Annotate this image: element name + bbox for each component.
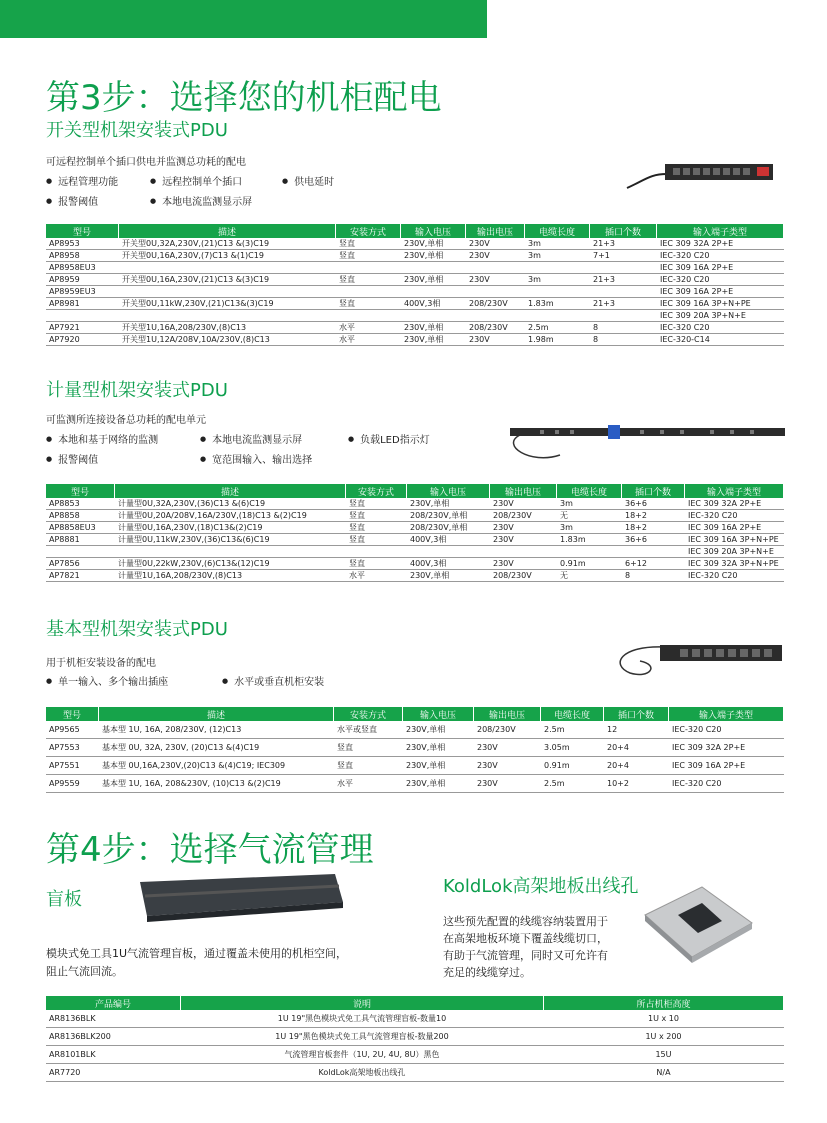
table-cell: IEC 309 32A 3P+N+PE: [685, 558, 784, 570]
table-cell: AP8959: [46, 274, 119, 286]
table-cell: AR7720: [46, 1064, 181, 1082]
table-cell: 无: [557, 570, 622, 582]
bullet: ● 远程管理功能: [46, 173, 118, 188]
table-cell: 208/230V: [474, 721, 541, 739]
bullet: ● 供电延时: [282, 173, 334, 188]
table-cell: 230V: [474, 775, 541, 793]
blank-panel-title: 盲板: [46, 889, 82, 910]
table-cell: 3.05m: [541, 739, 604, 757]
table-cell: IEC-320 C20: [685, 570, 784, 582]
table-cell: 8: [622, 570, 685, 582]
table-cell: 230V,单相: [401, 322, 466, 334]
table-cell: 开关型0U,11kW,230V,(21)C13&(3)C19: [119, 298, 336, 310]
table-cell: AP8959EU3: [46, 286, 119, 298]
table-cell: 水平: [334, 775, 403, 793]
col-header: 插口个数: [604, 707, 669, 721]
switched-pdu-image: [625, 160, 775, 190]
bullet: ● 单一输入、多个输出插座: [46, 673, 168, 688]
table-cell: 气流管理盲板套件（1U, 2U, 4U, 8U）黑色: [181, 1046, 544, 1064]
col-header: 输出电压: [466, 224, 525, 238]
table-row: [46, 522, 784, 534]
table-row: [46, 238, 784, 250]
table-cell: 208/230V: [466, 298, 525, 310]
table-cell: 竖直: [334, 739, 403, 757]
table-cell: 230V: [466, 334, 525, 346]
table-cell: AP8858EU3: [46, 522, 115, 534]
table-row: [46, 498, 784, 510]
table-cell: AP7920: [46, 334, 119, 346]
table-cell: AP8953: [46, 238, 119, 250]
table-cell: AP7821: [46, 570, 115, 582]
metered-pdu-title: 计量型机架安装式PDU: [46, 380, 228, 401]
koldlok-desc-line: 在高架地板环境下覆盖线缆切口，: [443, 932, 608, 945]
table-cell: 230V,单相: [403, 775, 474, 793]
table-cell: 2.5m: [525, 322, 590, 334]
table-row: [46, 534, 784, 546]
table-cell: IEC 309 32A 2P+E: [685, 498, 784, 510]
table-cell: 开关型1U,12A/208V,10A/230V,(8)C13: [119, 334, 336, 346]
table-cell: 竖直: [336, 238, 401, 250]
table-cell: 水平: [336, 322, 401, 334]
table-cell: 6+12: [622, 558, 685, 570]
table-cell: 400V,3相: [407, 534, 490, 546]
table-cell: 8: [590, 322, 657, 334]
col-header: 输出电压: [474, 707, 541, 721]
bullet: ● 负载LED指示灯: [348, 431, 430, 446]
bullet: ● 报警阈值: [46, 451, 98, 466]
table-cell: 230V,单相: [407, 498, 490, 510]
table-cell: AP8958EU3: [46, 262, 119, 274]
col-header: 电缆长度: [525, 224, 590, 238]
table-cell: [119, 262, 336, 274]
table-row: [46, 775, 784, 793]
table-row: [46, 1028, 784, 1046]
col-header: 插口个数: [590, 224, 657, 238]
col-header: 输出电压: [490, 484, 557, 498]
table-row: [46, 739, 784, 757]
table-row: [46, 510, 784, 522]
table-cell: AP7551: [46, 757, 99, 775]
koldlok-title: KoldLok高架地板出线孔: [443, 876, 639, 897]
col-header: 输入电压: [403, 707, 474, 721]
bullet: ● 本地和基于网络的监测: [46, 431, 158, 446]
table-cell: 208/230V,单相: [407, 522, 490, 534]
table-cell: 开关型0U,16A,230V,(7)C13 &(1)C19: [119, 250, 336, 262]
table-cell: IEC-320 C20: [669, 721, 784, 739]
table-cell: [46, 546, 115, 558]
table-cell: 21+3: [590, 238, 657, 250]
table-cell: 230V,单相: [401, 334, 466, 346]
table-cell: [115, 546, 346, 558]
table-cell: IEC-320 C20: [685, 510, 784, 522]
table-cell: 230V,单相: [401, 274, 466, 286]
blank-panel-desc-line2: 阻止气流回流。: [46, 965, 123, 978]
table-cell: 3m: [525, 238, 590, 250]
col-header: 说明: [181, 996, 544, 1010]
table-cell: 230V: [474, 739, 541, 757]
table-cell: 18+2: [622, 522, 685, 534]
col-header: 输入端子类型: [685, 484, 784, 498]
table-cell: [336, 310, 401, 322]
table-row: [46, 721, 784, 739]
table-row: [46, 274, 784, 286]
table-cell: IEC 309 16A 3P+N+PE: [685, 534, 784, 546]
basic-pdu-image: [610, 635, 785, 680]
table-cell: 竖直: [336, 274, 401, 286]
table-cell: 208/230V: [490, 510, 557, 522]
table-cell: [590, 286, 657, 298]
table-cell: IEC 309 16A 2P+E: [657, 286, 784, 298]
koldlok-desc-line: 充足的线缆穿过。: [443, 966, 531, 979]
table-cell: 开关型1U,16A,208/230V,(8)C13: [119, 322, 336, 334]
table-cell: 20+4: [604, 739, 669, 757]
table-cell: IEC 309 16A 2P+E: [657, 262, 784, 274]
table-cell: 230V: [490, 498, 557, 510]
col-header: 插口个数: [622, 484, 685, 498]
table-cell: [466, 262, 525, 274]
col-header: 输入端子类型: [669, 707, 784, 721]
table-cell: 计量型1U,16A,208/230V,(8)C13: [115, 570, 346, 582]
bullet: ● 宽范围输入、输出选择: [200, 451, 312, 466]
table-row: [46, 1046, 784, 1064]
table-cell: 8: [590, 334, 657, 346]
table-cell: 18+2: [622, 510, 685, 522]
table-cell: [346, 546, 407, 558]
switched-pdu-table: [46, 224, 784, 346]
table-cell: 36+6: [622, 534, 685, 546]
table-cell: 36+6: [622, 498, 685, 510]
table-cell: AP8858: [46, 510, 115, 522]
table-cell: AP8958: [46, 250, 119, 262]
table-cell: 竖直: [346, 498, 407, 510]
switched-pdu-title: 开关型机架安装式PDU: [46, 120, 228, 141]
table-cell: IEC 309 32A 2P+E: [669, 739, 784, 757]
col-header: 型号: [46, 224, 119, 238]
metered-pdu-desc: 可监测所连接设备总功耗的配电单元: [46, 415, 206, 426]
table-cell: 竖直: [346, 510, 407, 522]
metered-pdu-image: [500, 425, 788, 465]
table-cell: 0.91m: [541, 757, 604, 775]
table-cell: 计量型0U,22kW,230V,(6)C13&(12)C19: [115, 558, 346, 570]
table-cell: [336, 262, 401, 274]
table-row: [46, 334, 784, 346]
table-cell: 开关型0U,32A,230V,(21)C13 &(3)C19: [119, 238, 336, 250]
table-cell: IEC-320 C20: [657, 322, 784, 334]
table-cell: 230V,单相: [403, 721, 474, 739]
table-cell: 400V,3相: [407, 558, 490, 570]
bullet: ● 报警阈值: [46, 193, 98, 208]
table-cell: 21+3: [590, 274, 657, 286]
col-header: 描述: [119, 224, 336, 238]
bullet: ● 远程控制单个插口: [150, 173, 242, 188]
table-cell: 230V: [490, 534, 557, 546]
table-cell: 7+1: [590, 250, 657, 262]
col-header: 电缆长度: [541, 707, 604, 721]
table-cell: 208/230V: [490, 570, 557, 582]
table-cell: 基本型 0U,16A,230V,(20)C13 &(4)C19; IEC309: [99, 757, 334, 775]
table-row: [46, 558, 784, 570]
col-header: 安装方式: [346, 484, 407, 498]
table-cell: [490, 546, 557, 558]
koldlok-desc-line: 这些预先配置的线缆容纳装置用于: [443, 915, 608, 928]
table-cell: [401, 286, 466, 298]
switched-pdu-desc: 可远程控制单个插口供电并监测总功耗的配电: [46, 157, 246, 168]
table-cell: 230V: [490, 558, 557, 570]
table-cell: 竖直: [336, 250, 401, 262]
table-cell: 208/230V,单相: [407, 510, 490, 522]
table-cell: 水平: [336, 334, 401, 346]
table-cell: 230V: [466, 274, 525, 286]
col-header: 输入端子类型: [657, 224, 784, 238]
table-cell: 3m: [525, 250, 590, 262]
table-cell: 1.83m: [525, 298, 590, 310]
col-header: 安装方式: [334, 707, 403, 721]
table-cell: 竖直: [336, 298, 401, 310]
table-cell: [466, 310, 525, 322]
col-header: 输入电压: [401, 224, 466, 238]
metered-pdu-table: [46, 484, 784, 582]
table-cell: 2.5m: [541, 775, 604, 793]
table-row: [46, 262, 784, 274]
table-cell: 计量型0U,16A,230V,(18)C13&(2)C19: [115, 522, 346, 534]
table-cell: AR8136BLK: [46, 1010, 181, 1028]
table-cell: [557, 546, 622, 558]
table-cell: AP8981: [46, 298, 119, 310]
table-cell: IEC 309 20A 3P+N+E: [685, 546, 784, 558]
table-cell: 230V: [490, 522, 557, 534]
table-cell: 230V,单相: [403, 739, 474, 757]
table-cell: [622, 546, 685, 558]
table-cell: [119, 286, 336, 298]
col-header: 型号: [46, 484, 115, 498]
table-cell: 基本型 1U, 16A, 208/230V, (12)C13: [99, 721, 334, 739]
table-cell: IEC 309 32A 2P+E: [657, 238, 784, 250]
table-cell: 1U 19"黑色模块式免工具气流管理盲板-数量10: [181, 1010, 544, 1028]
table-cell: AP7553: [46, 739, 99, 757]
table-cell: AP7856: [46, 558, 115, 570]
table-cell: [401, 262, 466, 274]
table-cell: [466, 286, 525, 298]
koldlok-desc-line: 有助于气流管理，同时又可允许有: [443, 949, 608, 962]
table-cell: IEC-320 C20: [657, 274, 784, 286]
table-cell: 0.91m: [557, 558, 622, 570]
table-cell: IEC 309 16A 3P+N+PE: [657, 298, 784, 310]
table-cell: IEC 309 20A 3P+N+E: [657, 310, 784, 322]
table-cell: 竖直: [346, 522, 407, 534]
table-cell: 230V: [466, 250, 525, 262]
table-row: [46, 310, 784, 322]
table-row: [46, 1064, 784, 1082]
table-cell: [336, 286, 401, 298]
table-cell: 230V,单相: [401, 250, 466, 262]
table-cell: 1U 19"黑色模块式免工具气流管理盲板-数量200: [181, 1028, 544, 1046]
top-green-bar: [0, 0, 487, 38]
table-row: [46, 250, 784, 262]
table-cell: AR8136BLK200: [46, 1028, 181, 1046]
table-row: [46, 1010, 784, 1028]
col-header: 型号: [46, 707, 99, 721]
table-cell: IEC-320 C20: [669, 775, 784, 793]
table-cell: [525, 310, 590, 322]
table-cell: 无: [557, 510, 622, 522]
table-cell: 基本型 0U, 32A, 230V, (20)C13 &(4)C19: [99, 739, 334, 757]
table-row: [46, 546, 784, 558]
blank-panel-desc-line1: 模块式免工具1U气流管理盲板，通过覆盖未使用的机柜空间，: [46, 947, 348, 960]
table-cell: IEC-320-C14: [657, 334, 784, 346]
table-row: [46, 570, 784, 582]
table-cell: 竖直: [334, 757, 403, 775]
col-header: 输入电压: [407, 484, 490, 498]
bullet: ● 本地电流监测显示屏: [150, 193, 252, 208]
table-cell: [119, 310, 336, 322]
table-cell: [407, 546, 490, 558]
table-cell: AP8881: [46, 534, 115, 546]
table-cell: 计量型0U,20A/208V,16A/230V,(18)C13 &(2)C19: [115, 510, 346, 522]
table-cell: 400V,3相: [401, 298, 466, 310]
airflow-table: [46, 996, 784, 1082]
basic-pdu-desc: 用于机柜安装设备的配电: [46, 658, 156, 669]
table-cell: 21+3: [590, 298, 657, 310]
table-cell: 竖直: [346, 558, 407, 570]
col-header: 安装方式: [336, 224, 401, 238]
table-cell: AP8853: [46, 498, 115, 510]
table-row: [46, 286, 784, 298]
table-row: [46, 322, 784, 334]
table-row: [46, 757, 784, 775]
basic-pdu-title: 基本型机架安装式PDU: [46, 619, 228, 640]
table-row: [46, 298, 784, 310]
step3-title: 第3步：选择您的机柜配电: [46, 78, 442, 118]
bullet: ● 本地电流监测显示屏: [200, 431, 302, 446]
table-cell: 208/230V: [466, 322, 525, 334]
table-cell: N/A: [544, 1064, 784, 1082]
col-header: 电缆长度: [557, 484, 622, 498]
table-cell: 230V,单相: [401, 238, 466, 250]
koldlok-image: [640, 885, 755, 965]
table-cell: 竖直: [346, 534, 407, 546]
table-cell: 1U x 10: [544, 1010, 784, 1028]
table-cell: AR8101BLK: [46, 1046, 181, 1064]
table-cell: 20+4: [604, 757, 669, 775]
table-cell: 230V: [466, 238, 525, 250]
table-cell: 基本型 1U, 16A, 208&230V, (10)C13 &(2)C19: [99, 775, 334, 793]
table-cell: [525, 262, 590, 274]
table-cell: [401, 310, 466, 322]
table-cell: 230V,单相: [407, 570, 490, 582]
table-cell: KoldLok高架地板出线孔: [181, 1064, 544, 1082]
col-header: 所占机柜高度: [544, 996, 784, 1010]
table-cell: 3m: [525, 274, 590, 286]
table-cell: 15U: [544, 1046, 784, 1064]
table-cell: 230V,单相: [403, 757, 474, 775]
table-cell: 计量型0U,11kW,230V,(36)C13&(6)C19: [115, 534, 346, 546]
table-cell: 水平: [346, 570, 407, 582]
col-header: 描述: [99, 707, 334, 721]
table-cell: 水平或竖直: [334, 721, 403, 739]
table-cell: 1U x 200: [544, 1028, 784, 1046]
table-cell: 10+2: [604, 775, 669, 793]
table-cell: 1.83m: [557, 534, 622, 546]
table-cell: 3m: [557, 522, 622, 534]
col-header: 描述: [115, 484, 346, 498]
table-cell: [525, 286, 590, 298]
table-cell: AP9565: [46, 721, 99, 739]
table-cell: [590, 310, 657, 322]
table-cell: IEC 309 16A 2P+E: [685, 522, 784, 534]
table-cell: IEC 309 16A 2P+E: [669, 757, 784, 775]
blank-panel-image: [135, 872, 345, 922]
table-cell: IEC-320 C20: [657, 250, 784, 262]
table-cell: [46, 310, 119, 322]
table-cell: [590, 262, 657, 274]
table-cell: AP9559: [46, 775, 99, 793]
col-header: 产品编号: [46, 996, 181, 1010]
step4-title: 第4步：选择气流管理: [46, 830, 374, 870]
table-cell: 3m: [557, 498, 622, 510]
table-cell: 2.5m: [541, 721, 604, 739]
table-cell: 230V: [474, 757, 541, 775]
table-cell: 计量型0U,32A,230V,(36)C13 &(6)C19: [115, 498, 346, 510]
table-cell: 12: [604, 721, 669, 739]
bullet: ● 水平或垂直机柜安装: [222, 673, 324, 688]
table-cell: 开关型0U,16A,230V,(21)C13 &(3)C19: [119, 274, 336, 286]
table-cell: AP7921: [46, 322, 119, 334]
table-cell: 1.98m: [525, 334, 590, 346]
basic-pdu-table: [46, 707, 784, 793]
